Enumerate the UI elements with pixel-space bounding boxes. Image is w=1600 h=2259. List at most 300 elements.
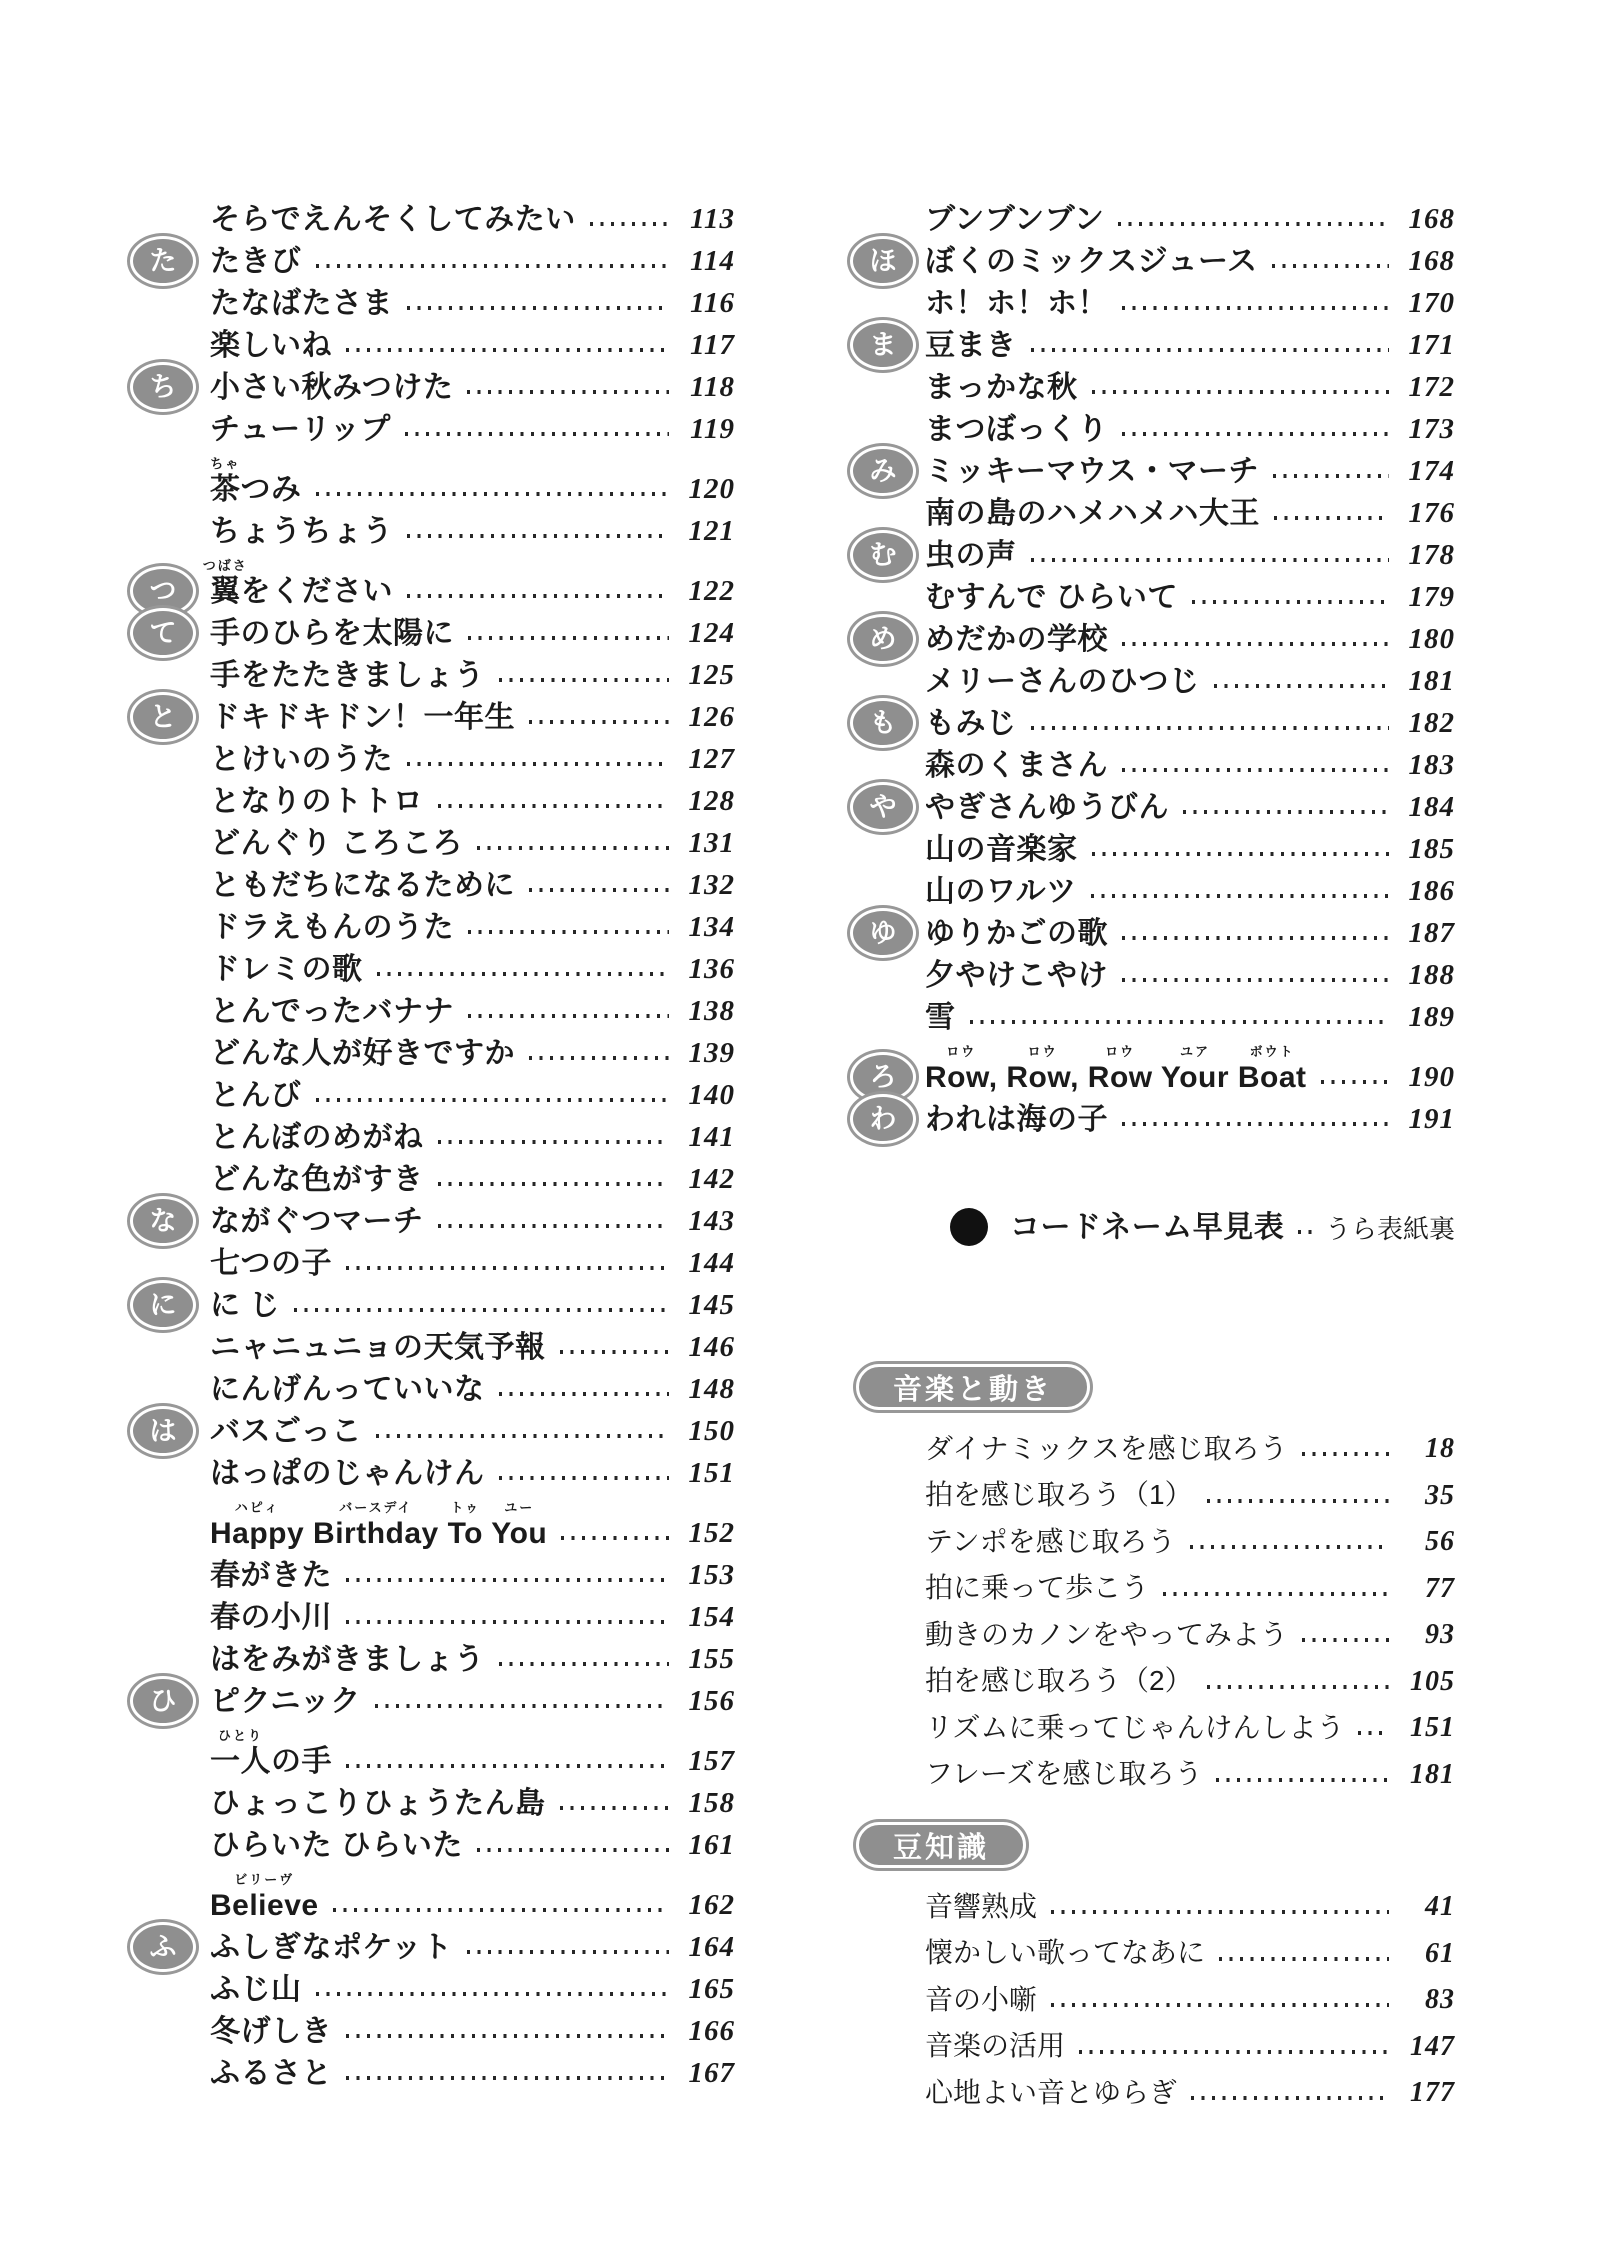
song-title-segment: 夕やけこやけ — [925, 958, 1108, 992]
toc-row — [850, 366, 1455, 408]
song-title-segment: 春の小川 — [210, 1600, 332, 1634]
song-title-segment: 南の島のハメハメハ大王 — [925, 496, 1260, 530]
page-number: 152 — [688, 1516, 735, 1549]
toc-row — [850, 996, 1455, 1038]
page-number: 142 — [688, 1162, 735, 1195]
dot-leader — [1163, 1592, 1389, 1596]
page-number: 178 — [1408, 538, 1455, 571]
song-title-segment: やぎさんゆうびん — [925, 790, 1169, 824]
kana-index-label: も — [869, 707, 897, 738]
song-title — [210, 911, 454, 944]
song-title-segment: 手をたたきましょう — [210, 658, 485, 692]
song-title — [210, 1163, 424, 1196]
page-number: 166 — [688, 2014, 735, 2047]
song-title-segment: めだかの学校 — [925, 622, 1108, 656]
page-number: 122 — [688, 574, 735, 607]
dot-leader — [375, 1704, 669, 1708]
dot-leader — [1079, 2050, 1389, 2054]
toc-row — [130, 1554, 735, 1596]
page-number: 61 — [1425, 1937, 1455, 1969]
page-number: 127 — [688, 742, 735, 775]
page-number: 35 — [1425, 1479, 1455, 1511]
page-number: 162 — [688, 1888, 735, 1921]
page-number: 171 — [1408, 328, 1455, 361]
song-title — [925, 791, 1169, 824]
dot-leader — [316, 492, 670, 496]
dot-leader — [405, 432, 669, 436]
page-number: 105 — [1410, 1665, 1455, 1697]
kana-index-badge — [130, 1280, 196, 1330]
kana-index-badge — [850, 698, 916, 748]
toc-row — [130, 2052, 735, 2094]
page-number: 141 — [688, 1120, 735, 1153]
page-number: 128 — [688, 784, 735, 817]
dot-leader — [1031, 348, 1390, 352]
section-row — [850, 2070, 1455, 2117]
page-number: 132 — [688, 868, 735, 901]
song-title — [210, 2015, 332, 2048]
toc-row — [130, 1680, 735, 1722]
song-title — [210, 413, 391, 446]
song-title-segment: 手のひらを太陽に — [210, 616, 454, 650]
section-entry-title: 音の小噺 — [925, 1983, 1038, 2015]
page-number: 181 — [1408, 664, 1455, 697]
song-title-segment: まっかな秋 — [925, 370, 1078, 404]
page-number: 83 — [1425, 1984, 1455, 2016]
kana-index-badge — [850, 1094, 916, 1144]
song-title-segment: とんぼのめがね — [210, 1120, 424, 1154]
song-title — [925, 413, 1108, 446]
song-title — [210, 617, 454, 650]
page-number: 116 — [690, 286, 735, 319]
dot-leader — [560, 1350, 670, 1354]
dot-leader — [438, 1140, 670, 1144]
toc-row — [850, 240, 1455, 282]
dot-leader — [1122, 642, 1389, 646]
song-title — [210, 1973, 302, 2006]
chord-chart-row — [850, 1206, 1455, 1248]
toc-row — [850, 954, 1455, 996]
song-title-segment: われは海の子 — [925, 1102, 1108, 1136]
page-number: 184 — [1408, 790, 1455, 823]
song-title-segment: まつぼっくり — [925, 412, 1108, 446]
song-title-segment — [439, 1517, 448, 1550]
section-entry-title: 拍に乗って歩こう — [925, 1572, 1150, 1604]
toc-row — [850, 198, 1455, 240]
page-number: 188 — [1408, 958, 1455, 991]
page-number: 140 — [688, 1078, 735, 1111]
song-title-segment: ミッキーマウス・マーチ — [925, 454, 1259, 488]
page-number: 56 — [1425, 1526, 1455, 1558]
section-row — [850, 1931, 1455, 1978]
page-number: 174 — [1408, 454, 1455, 487]
kana-index-badge — [850, 530, 916, 580]
dot-leader — [1118, 222, 1389, 226]
dot-leader — [1091, 894, 1389, 898]
song-title — [925, 1001, 956, 1034]
toc-row — [130, 1968, 735, 2010]
page-number: 183 — [1408, 748, 1455, 781]
song-title — [925, 329, 1017, 362]
dot-leader — [316, 1098, 670, 1102]
song-title-segment — [1079, 1061, 1088, 1094]
song-title — [210, 869, 515, 902]
section-row — [850, 2024, 1455, 2071]
toc-row — [130, 1158, 735, 1200]
toc-row — [130, 948, 735, 990]
toc-row — [130, 240, 735, 282]
song-title-segment: 山の音楽家 — [925, 832, 1078, 866]
dot-leader — [1219, 1957, 1389, 1961]
dot-leader — [407, 594, 669, 598]
kana-index-badge — [130, 1196, 196, 1246]
song-title — [210, 287, 393, 320]
song-title-segment: 森のくまさん — [925, 748, 1108, 782]
dot-leader — [468, 930, 669, 934]
song-title — [210, 743, 393, 776]
dot-leader — [1092, 852, 1390, 856]
dot-leader — [1051, 1910, 1389, 1914]
song-title-segment: そらでえんそくしてみたい — [210, 202, 576, 236]
song-title — [210, 1037, 515, 1070]
song-title — [210, 371, 453, 404]
page-number: 121 — [688, 514, 735, 547]
kana-index-label: た — [149, 245, 177, 276]
page-number: 151 — [1410, 1712, 1455, 1744]
song-title-segment: どんな色がすき — [210, 1162, 424, 1196]
song-title-segment: 小さい秋みつけた — [210, 370, 454, 404]
toc-row — [130, 1284, 735, 1326]
song-title-segment: に じ — [210, 1288, 280, 1322]
song-title-segment: たきび — [210, 244, 302, 278]
kana-index-badge — [130, 1406, 196, 1456]
dot-leader — [376, 1434, 669, 1438]
song-title — [925, 1044, 1307, 1094]
page-number: 18 — [1425, 1433, 1455, 1465]
dot-leader — [468, 636, 669, 640]
song-title-segment: You ユー — [491, 1500, 548, 1550]
toc-row — [130, 510, 735, 552]
page-number: 119 — [690, 412, 735, 445]
kana-index-label: み — [869, 455, 897, 486]
song-title — [210, 659, 485, 692]
page-number: 165 — [688, 1972, 735, 2005]
song-title-segment: ふじ山 — [210, 1972, 302, 2006]
song-title-segment: 七つの子 — [210, 1246, 332, 1280]
toc-row — [130, 654, 735, 696]
song-title — [925, 665, 1200, 698]
furigana-label: ハピィ — [234, 1500, 280, 1516]
song-title — [925, 707, 1017, 740]
toc-row — [130, 696, 735, 738]
kana-index-badge — [130, 236, 196, 286]
song-title-segment: 虫の声 — [925, 538, 1017, 572]
toc-row — [130, 1368, 735, 1410]
page-number: 145 — [688, 1288, 735, 1321]
kana-index-label: ろ — [869, 1061, 897, 1092]
kana-index-badge — [130, 362, 196, 412]
dot-leader — [316, 1992, 670, 1996]
toc-row — [130, 822, 735, 864]
furigana-label: ボウト — [1249, 1044, 1295, 1060]
page-number: 139 — [688, 1036, 735, 1069]
kana-index-label: ふ — [149, 1931, 177, 1962]
furigana-label: つばさ — [202, 558, 248, 574]
song-title-segment: にんげんっていいな — [210, 1372, 485, 1406]
toc-row — [850, 618, 1455, 660]
page-number: 146 — [688, 1330, 735, 1363]
page-number: 113 — [690, 202, 735, 235]
song-title-segment: Row, ロウ — [1006, 1044, 1079, 1094]
page-number: 189 — [1408, 1000, 1455, 1033]
page-number: 147 — [1410, 2030, 1455, 2062]
section-entry-title: 拍を感じ取ろう（2） — [925, 1665, 1193, 1697]
kana-index-label: ち — [149, 371, 177, 402]
toc-row — [130, 1782, 735, 1824]
toc-row — [130, 1452, 735, 1494]
song-title — [210, 203, 576, 236]
furigana-label: トゥ — [450, 1500, 481, 1516]
song-title-segment: どんぐり ころころ — [210, 826, 463, 860]
song-title-segment — [1229, 1061, 1238, 1094]
page-number: 124 — [688, 616, 735, 649]
page-number: 177 — [1410, 2077, 1455, 2109]
page-number: 41 — [1425, 1891, 1455, 1923]
dot-leader — [590, 222, 669, 226]
song-title — [925, 203, 1104, 236]
dot-leader — [467, 1950, 670, 1954]
song-title-segment: ひらいた ひらいた — [210, 1828, 463, 1862]
toc-row — [130, 408, 735, 450]
song-title — [210, 827, 463, 860]
page-number: 182 — [1408, 706, 1455, 739]
dot-leader — [468, 1014, 669, 1018]
song-title — [210, 1559, 332, 1592]
toc-row — [850, 702, 1455, 744]
dot-leader — [529, 720, 669, 724]
song-title-segment: Birthday バースデイ — [313, 1500, 439, 1550]
page-number: 144 — [688, 1246, 735, 1279]
song-title-segment: となりのトトロ — [210, 784, 424, 818]
song-title-segment: バスごっこ — [210, 1414, 362, 1448]
toc-row — [130, 1116, 735, 1158]
dot-leader — [529, 888, 669, 892]
furigana-label: ひとり — [217, 1728, 264, 1744]
song-title — [210, 785, 424, 818]
page-number: 126 — [688, 700, 735, 733]
song-title-segment: ふしぎなポケット — [210, 1930, 453, 1964]
toc-row — [850, 912, 1455, 954]
song-title — [210, 1931, 453, 1964]
toc-row — [130, 1494, 735, 1554]
section-row — [850, 1884, 1455, 1931]
page-number: 131 — [688, 826, 735, 859]
section-row — [850, 1473, 1455, 1520]
song-title — [210, 515, 393, 548]
dot-leader — [438, 1224, 670, 1228]
song-title — [925, 833, 1078, 866]
song-title — [925, 749, 1108, 782]
toc-row — [130, 1824, 735, 1866]
song-title-segment: Row ロウ — [1087, 1044, 1153, 1094]
page-number: 157 — [688, 1744, 735, 1777]
kana-index-badge — [130, 1676, 196, 1726]
dot-leader — [499, 1392, 670, 1396]
page-number: 93 — [1425, 1619, 1455, 1651]
dot-leader — [1031, 558, 1390, 562]
song-title-segment: ホ！ホ！ホ！ — [925, 286, 1108, 320]
dot-leader — [346, 348, 669, 352]
toc-row — [850, 492, 1455, 534]
page-number: 143 — [688, 1204, 735, 1237]
toc-row — [850, 1038, 1455, 1098]
toc-row — [130, 1074, 735, 1116]
toc-row — [850, 744, 1455, 786]
kana-index-badge — [850, 782, 916, 832]
dot-leader — [1273, 474, 1389, 478]
chord-chart-title: コードネーム早見表 — [1010, 1210, 1285, 1244]
toc-row — [130, 1926, 735, 1968]
kana-index-label: ほ — [869, 245, 897, 276]
dot-leader — [499, 1662, 670, 1666]
toc-column-left — [130, 198, 735, 2094]
page-number: 134 — [688, 910, 735, 943]
page-number: 179 — [1408, 580, 1455, 613]
dot-leader — [1207, 1685, 1389, 1689]
kana-index-label: つ — [149, 575, 177, 606]
toc-row — [130, 324, 735, 366]
toc-row — [130, 1722, 735, 1782]
dot-leader — [1051, 2003, 1389, 2007]
section-entry-title: 音響熟成 — [925, 1890, 1038, 1922]
page-number: 172 — [1408, 370, 1455, 403]
dot-leader — [1321, 1080, 1389, 1084]
section-entry-title: 拍を感じ取ろう（1） — [925, 1479, 1193, 1511]
song-title-segment: をください — [240, 574, 393, 608]
dot-leader — [560, 1806, 670, 1810]
dot-leader — [377, 972, 670, 976]
dot-leader — [1122, 306, 1389, 310]
kana-index-label: に — [149, 1289, 177, 1320]
dot-leader — [333, 1908, 669, 1912]
kana-index-badge — [130, 1922, 196, 1972]
page-number: 187 — [1408, 916, 1455, 949]
song-title — [925, 539, 1017, 572]
dot-leader — [477, 846, 669, 850]
song-title — [925, 497, 1260, 530]
song-title-segment: 楽しいね — [210, 328, 332, 362]
section-header-wrap — [856, 1822, 1455, 1868]
page-number: 153 — [688, 1558, 735, 1591]
chord-chart-page: うら表紙裏 — [1324, 1214, 1455, 1244]
page-number: 186 — [1408, 874, 1455, 907]
dot-leader — [970, 1020, 1390, 1024]
dot-leader — [1302, 1638, 1389, 1642]
toc-row — [850, 786, 1455, 828]
song-title — [210, 1205, 424, 1238]
song-title-segment: Believe ビリーヴ — [210, 1872, 319, 1922]
page-number: 161 — [688, 1828, 735, 1861]
dot-leader — [407, 534, 669, 538]
song-title-segment: ゆりかごの歌 — [925, 916, 1108, 950]
dot-leader — [477, 1848, 669, 1852]
page-number: 181 — [1410, 1758, 1455, 1790]
song-title — [925, 1103, 1108, 1136]
kana-index-badge — [850, 236, 916, 286]
kana-index-label: と — [149, 701, 177, 732]
page-number: 136 — [688, 952, 735, 985]
page-number: 168 — [1408, 202, 1455, 235]
section-label-pill: 豆知識 — [856, 1822, 1026, 1868]
song-title — [210, 1247, 332, 1280]
toc-row — [850, 408, 1455, 450]
page-number: 151 — [688, 1456, 735, 1489]
toc-row — [130, 1638, 735, 1680]
song-title-segment: Your ユア — [1160, 1044, 1230, 1094]
song-title — [210, 329, 332, 362]
dot-leader — [1272, 264, 1390, 268]
song-title-segment: どんな人が好きですか — [210, 1036, 515, 1070]
section-row — [850, 1519, 1455, 1566]
toc-row — [130, 1200, 735, 1242]
song-title-segment: Row, ロウ — [925, 1044, 998, 1094]
kana-index-label: ま — [869, 329, 897, 360]
dot-leader — [1191, 2096, 1389, 2100]
furigana-label: ロウ — [1105, 1044, 1136, 1060]
song-title — [210, 1121, 424, 1154]
song-title-segment: ふるさと — [210, 2056, 332, 2090]
toc-row — [130, 1326, 735, 1368]
kana-index-label: て — [149, 617, 177, 648]
song-title — [925, 917, 1108, 950]
dot-leader — [346, 1764, 669, 1768]
toc-row — [850, 870, 1455, 912]
song-title — [210, 1872, 319, 1922]
song-title — [202, 558, 393, 608]
song-title-segment: の手 — [271, 1744, 332, 1778]
toc-row — [130, 1866, 735, 1926]
toc-row — [850, 1098, 1455, 1140]
song-title — [210, 701, 515, 734]
song-title — [210, 953, 363, 986]
dot-leader — [346, 1620, 669, 1624]
dot-leader — [1190, 1545, 1389, 1549]
section-entry-title: 音楽の活用 — [925, 2030, 1066, 2062]
toc-row — [130, 612, 735, 654]
toc-row — [850, 660, 1455, 702]
song-title-segment: もみじ — [925, 706, 1017, 740]
furigana-label: ビリーヴ — [234, 1872, 295, 1888]
song-title — [210, 456, 302, 506]
furigana-label: ユア — [1179, 1044, 1210, 1060]
page-number: 77 — [1425, 1572, 1455, 1604]
section-entry-title: 心地よい音とゆらぎ — [925, 2076, 1178, 2108]
toc-row — [130, 552, 735, 612]
section-row — [850, 1705, 1455, 1752]
dot-leader — [1092, 390, 1390, 394]
song-title-segment: たなばたさま — [210, 286, 393, 320]
section-row — [850, 1426, 1455, 1473]
page-number: 117 — [690, 328, 735, 361]
dot-leader — [346, 2034, 669, 2038]
section-row — [850, 1566, 1455, 1613]
toc-column-right — [850, 198, 1455, 2117]
page-number: 154 — [688, 1600, 735, 1633]
song-title-segment: Boat ボウト — [1237, 1044, 1307, 1094]
dot-leader — [1183, 810, 1389, 814]
dot-leader — [438, 1182, 670, 1186]
song-title — [210, 1685, 361, 1718]
